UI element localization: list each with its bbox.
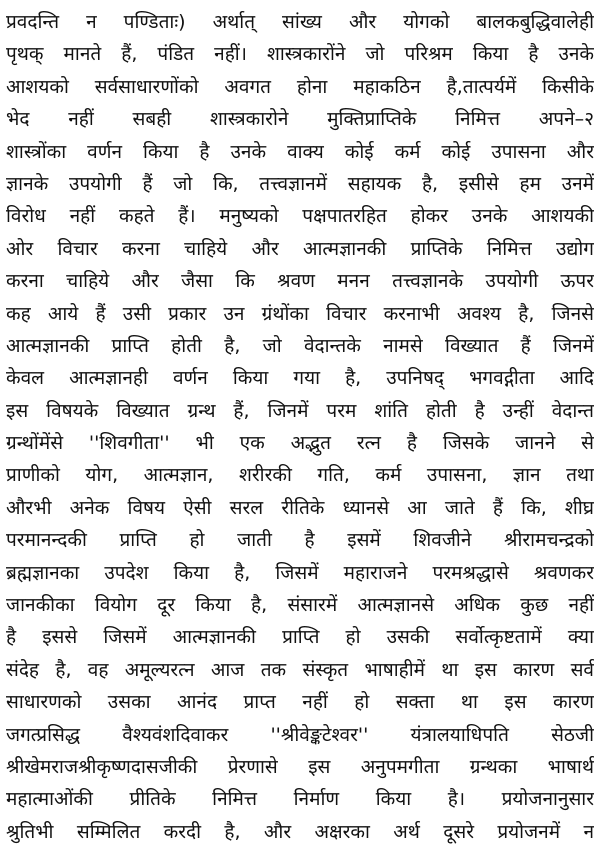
text-line: इस विषयके विख्यात ग्रन्थ हैं, जिनमें परम शांति होती है उन्हीं वेदान्त <box>6 399 594 422</box>
text-line: ग्रन्थोंमेंसे ''शिवगीता'' भी एक अद्भुत रत्न है जिसके जानने से <box>6 432 594 455</box>
text-line: जगत्प्रसिद्ध वैश्यवंशदिवाकर ''श्रीवेङ्कटेश्वर'' यंत्रालयाधिपति सेठजी <box>6 723 594 746</box>
body-text <box>6 6 594 848</box>
text-line: श्रुतिभी सम्मिलित करदी है, और अक्षरका अर्थ दूसरे प्रयोजनमें न <box>6 820 594 843</box>
text-line: संदेह है, वह अमूल्यरत्न आज तक संस्कृत भाषाहीमें था इस कारण सर्व <box>6 658 594 681</box>
text-line: औरभी अनेक विषय ऐसी सरल रीतिके ध्यानसे आ जाते हैं कि, शीघ्र <box>6 496 594 519</box>
text-line: पृथक् मानते हैं, पंडित नहीं। शास्त्रकारोंने जो परिश्रम किया है उनके <box>6 43 594 66</box>
text-line: प्रवदन्ति न पण्डिताः) अर्थात् सांख्य और योगको बालकबुद्धिवालेही <box>6 11 594 33</box>
text-line: ओर विचार करना चाहिये और आत्मज्ञानकी प्राप्तिके निमित्त उद्योग <box>6 237 594 260</box>
text-line: आशयको सर्वसाधारणोंको अवगत होना महाकठिन है,तात्पर्यमें किसीके <box>6 75 594 98</box>
text-line: साधारणको उसका आनंद प्राप्त नहीं हो सक्ता था इस कारण <box>6 691 594 714</box>
text-line: महात्माओंकी प्रीतिके निमित्त निर्माण किया है। प्रयोजनानुसार <box>6 788 594 811</box>
text-line: जानकीका वियोग दूर किया है, संसारमें आत्मज्ञानसे अधिक कुछ नहीं <box>6 594 594 617</box>
text-line: केवल आत्मज्ञानही वर्णन किया गया है, उपनिषद् भगवद्गीता आदि <box>6 367 594 390</box>
text-line: है इससे जिसमें आत्मज्ञानकी प्राप्ति हो उसकी सर्वोत्कृष्टतामें क्या <box>6 626 594 649</box>
text-line: करना चाहिये और जैसा कि श्रवण मनन तत्त्वज्ञानके उपयोगी ऊपर <box>6 270 594 293</box>
text-line: भेद नहीं सबही शास्त्रकारोने मुक्तिप्राप्तिके निमित्त अपने–२ <box>6 108 594 131</box>
text-line: आत्मज्ञानकी प्राप्ति होती है, जो वेदान्तके नामसे विख्यात हैं जिनमें <box>6 334 594 357</box>
text-line: शास्त्रोंका वर्णन किया है उनके वाक्य कोई कर्म कोई उपासना और <box>6 140 594 163</box>
text-line: विरोध नहीं कहते हैं। मनुष्यको पक्षपातरहित होकर उनके आशयकी <box>6 205 594 228</box>
text-line: श्रीखेमराजश्रीकृष्णदासजीकी प्रेरणासे इस अनुपमगीता ग्रन्थका भाषार्थ <box>6 755 594 778</box>
text-line: ज्ञानके उपयोगी हैं जो कि, तत्त्वज्ञानमें सहायक है, इसीसे हम उनमें <box>6 172 594 195</box>
text-line: परमानन्दकी प्राप्ति हो जाती है इसमें शिवजीने श्रीरामचन्द्रको <box>6 529 594 552</box>
text-line: ब्रह्मज्ञानका उपदेश किया है, जिसमें महाराजने परमश्रद्धासे श्रवणकर <box>6 561 594 584</box>
text-line: कह आये हैं उसी प्रकार उन ग्रंथोंका विचार करनाभी अवश्य है, जिनसे <box>6 302 594 325</box>
text-line: प्राणीको योग, आत्मज्ञान, शरीरकी गति, कर्म उपासना, ज्ञान तथा <box>6 464 594 487</box>
